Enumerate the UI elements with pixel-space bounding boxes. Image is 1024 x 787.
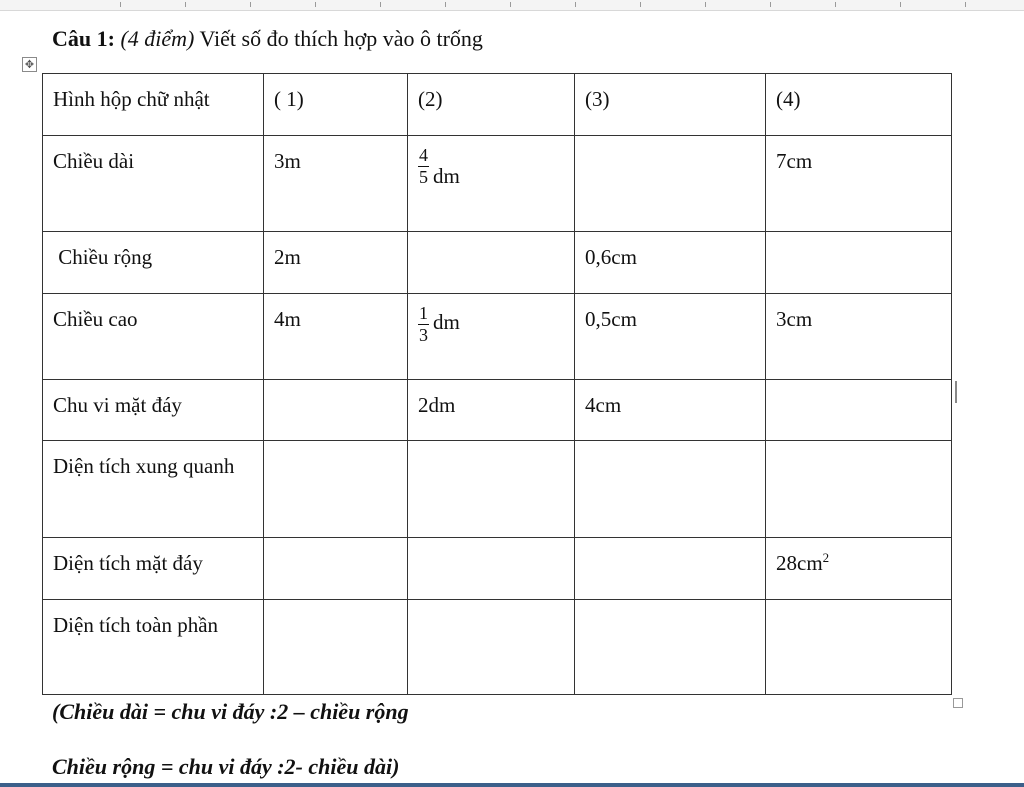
- fraction-unit: dm: [433, 310, 460, 335]
- fraction: [418, 146, 429, 187]
- table-cell[interactable]: 4cm: [575, 380, 766, 441]
- formula-note-length: (Chiều dài = chu vi đáy :2 – chiều rộng: [52, 699, 409, 724]
- question-instruction: Viết số đo thích hợp vào ô trống: [199, 26, 483, 51]
- formula-note-width: Chiều rộng = chu vi đáy :2- chiều dài): [52, 754, 400, 779]
- header-cell-shape: Hình hộp chữ nhật: [43, 74, 264, 136]
- row-label-height: Chiều cao: [43, 294, 264, 380]
- table-row: [43, 232, 952, 294]
- table-cell[interactable]: [575, 538, 766, 600]
- table-cell[interactable]: [408, 538, 575, 600]
- status-bar: [0, 783, 1024, 787]
- table-cell[interactable]: [408, 136, 575, 232]
- table-cell[interactable]: 0,5cm: [575, 294, 766, 380]
- question-points: (4 điểm): [120, 26, 195, 51]
- table-row: [43, 294, 952, 380]
- row-label-base-perimeter: Chu vi mặt đáy: [43, 380, 264, 441]
- table-cell[interactable]: [766, 380, 952, 441]
- move-icon[interactable]: ✥: [22, 57, 37, 72]
- table-cell[interactable]: [264, 600, 408, 695]
- question-heading: [52, 26, 483, 52]
- table-cell[interactable]: [264, 538, 408, 600]
- table-cell[interactable]: [408, 294, 575, 380]
- row-label-length: Chiều dài: [43, 136, 264, 232]
- table-cell[interactable]: [408, 232, 575, 294]
- row-label-width: Chiều rộng: [43, 232, 264, 294]
- table-cell[interactable]: 3cm: [766, 294, 952, 380]
- table-cell[interactable]: [575, 600, 766, 695]
- table-cell[interactable]: [575, 136, 766, 232]
- table-cell[interactable]: [766, 441, 952, 538]
- fraction-unit: dm: [433, 164, 460, 189]
- superscript: 2: [822, 550, 830, 565]
- table-row: [43, 136, 952, 232]
- header-cell-3: (3): [575, 74, 766, 136]
- row-label-lateral-area: Diện tích xung quanh: [43, 441, 264, 538]
- row-label-total-area: Diện tích toàn phần: [43, 600, 264, 695]
- table-resize-handle[interactable]: [953, 698, 963, 708]
- table-row: [43, 600, 952, 695]
- ruler[interactable]: [0, 0, 1024, 11]
- area-value: 28cm: [776, 551, 823, 575]
- table-cell[interactable]: [766, 600, 952, 695]
- table-cell[interactable]: 2dm: [408, 380, 575, 441]
- table-cell[interactable]: [766, 538, 952, 600]
- row-label-base-area: Diện tích mặt đáy: [43, 538, 264, 600]
- table-cell[interactable]: 3m: [264, 136, 408, 232]
- text-cursor: [955, 381, 957, 403]
- measurement-table: [42, 73, 952, 695]
- table-header-row: [43, 74, 952, 136]
- header-cell-1: ( 1): [264, 74, 408, 136]
- table-cell[interactable]: 0,6cm: [575, 232, 766, 294]
- table-cell[interactable]: 2m: [264, 232, 408, 294]
- table-row: [43, 441, 952, 538]
- fraction: [418, 304, 429, 345]
- header-cell-2: (2): [408, 74, 575, 136]
- fraction-numerator: 1: [419, 303, 428, 323]
- table-cell[interactable]: [766, 232, 952, 294]
- fraction-denominator: 3: [419, 324, 428, 345]
- question-label: Câu 1:: [52, 26, 115, 51]
- header-cell-4: (4): [766, 74, 952, 136]
- table-row: [43, 538, 952, 600]
- table-cell[interactable]: [264, 380, 408, 441]
- fraction-denominator: 5: [419, 166, 428, 187]
- table-cell[interactable]: [408, 600, 575, 695]
- table-row: [43, 380, 952, 441]
- table-cell[interactable]: 7cm: [766, 136, 952, 232]
- table-cell[interactable]: 4m: [264, 294, 408, 380]
- table-cell[interactable]: [575, 441, 766, 538]
- fraction-numerator: 4: [419, 145, 428, 165]
- table-cell[interactable]: [408, 441, 575, 538]
- table-cell[interactable]: [264, 441, 408, 538]
